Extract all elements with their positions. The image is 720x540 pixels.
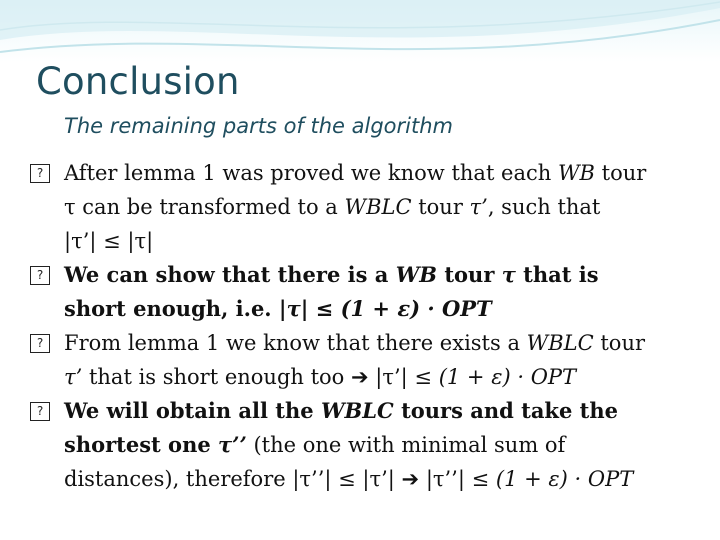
- slide-title: Conclusion: [36, 60, 240, 103]
- bullet-list: [30, 156, 700, 496]
- arrow-right-icon: ➔: [401, 467, 420, 491]
- bullet-line: From lemma 1 we know that there exists a WBLC tour: [64, 331, 646, 355]
- bullet-item-3: [30, 326, 700, 394]
- bullet-marker-icon: ?: [30, 334, 50, 353]
- bullet-marker-icon: ?: [30, 266, 50, 285]
- bullet-line: τ can be transformed to a WBLC tour τ’, such that: [64, 195, 601, 219]
- header-decoration: [0, 0, 720, 62]
- bullet-item-4: [30, 394, 700, 496]
- bullet-item-1: [30, 156, 700, 258]
- bullet-line: τ’ that is short enough too ➔ |τ’| ≤ (1 + ε) · OPT: [64, 365, 577, 389]
- arrow-right-icon: ➔: [351, 365, 369, 389]
- bullet-line: We can show that there is a WB tour τ that is: [64, 262, 599, 287]
- slide-subtitle: The remaining parts of the algorithm: [64, 114, 453, 138]
- bullet-line: distances), therefore |τ’’| ≤ |τ’| ➔ |τ’’| ≤ (1 + ε) · OPT: [64, 467, 634, 491]
- bullet-marker-icon: ?: [30, 164, 50, 183]
- bullet-line: short enough, i.e. |τ| ≤ (1 + ε) · OPT: [64, 296, 492, 321]
- wave-decoration: [0, 0, 720, 62]
- bullet-line: We will obtain all the WBLC tours and take the: [64, 398, 618, 423]
- bullet-line: After lemma 1 was proved we know that each WB tour: [64, 161, 647, 185]
- bullet-line: shortest one τ’’ (the one with minimal sum of: [64, 432, 566, 457]
- bullet-item-2: [30, 258, 700, 326]
- bullet-line: |τ’| ≤ |τ|: [64, 229, 154, 253]
- bullet-marker-icon: ?: [30, 402, 50, 421]
